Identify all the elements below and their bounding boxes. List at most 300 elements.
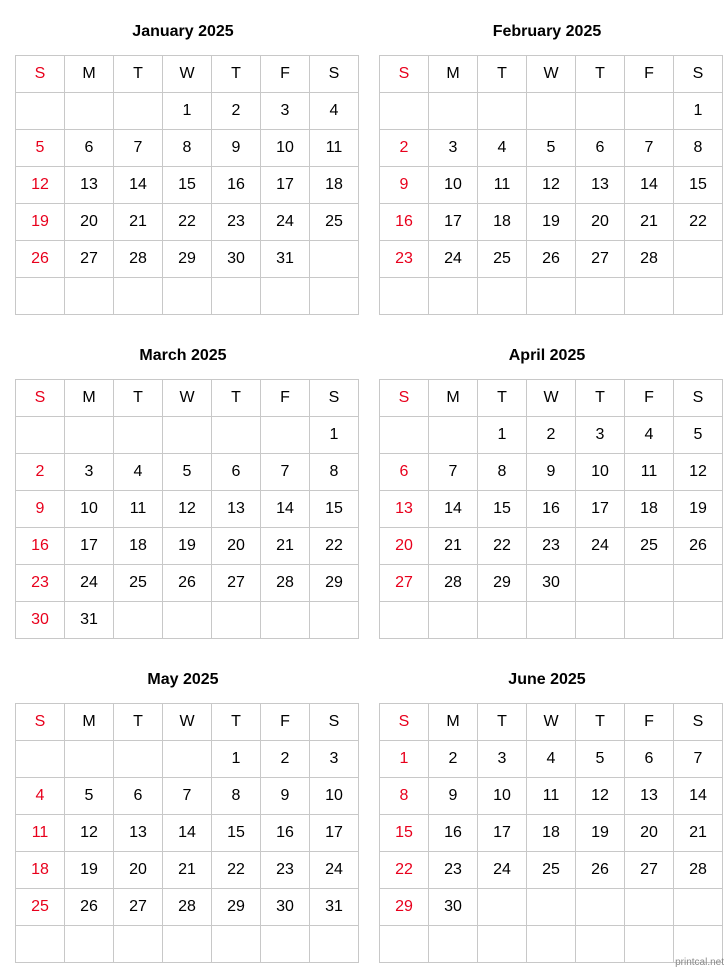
day-cell: 19 (576, 815, 625, 852)
day-cell: 20 (625, 815, 674, 852)
day-cell: 17 (429, 204, 478, 241)
empty-day-cell (478, 889, 527, 926)
empty-day-cell (527, 926, 576, 963)
day-cell: 26 (16, 241, 65, 278)
week-row (380, 491, 723, 528)
empty-day-cell (625, 93, 674, 130)
day-cell: 15 (478, 491, 527, 528)
week-row (16, 602, 359, 639)
weekday-header-row (16, 380, 359, 417)
day-cell: 24 (310, 852, 359, 889)
empty-day-cell (380, 278, 429, 315)
day-cell: 26 (576, 852, 625, 889)
week-row (380, 602, 723, 639)
day-cell: 4 (625, 417, 674, 454)
day-cell: 30 (16, 602, 65, 639)
day-cell: 17 (478, 815, 527, 852)
weekday-header-row (380, 704, 723, 741)
weekday-header: W (163, 704, 212, 741)
day-cell: 4 (114, 454, 163, 491)
week-row (16, 741, 359, 778)
day-cell: 10 (310, 778, 359, 815)
day-cell: 5 (163, 454, 212, 491)
day-cell: 16 (429, 815, 478, 852)
week-row (16, 417, 359, 454)
month-title: June 2025 (508, 671, 586, 688)
day-cell: 11 (527, 778, 576, 815)
day-cell: 4 (16, 778, 65, 815)
day-cell: 10 (576, 454, 625, 491)
empty-day-cell (114, 417, 163, 454)
weekday-header: T (576, 704, 625, 741)
weekday-header: W (527, 704, 576, 741)
day-cell: 15 (310, 491, 359, 528)
day-cell: 30 (212, 241, 261, 278)
day-cell: 26 (527, 241, 576, 278)
week-row (16, 204, 359, 241)
day-cell: 16 (380, 204, 429, 241)
week-row (380, 741, 723, 778)
day-cell: 23 (261, 852, 310, 889)
day-cell: 2 (261, 741, 310, 778)
weekday-header-row (16, 56, 359, 93)
week-row (380, 130, 723, 167)
empty-day-cell (261, 278, 310, 315)
day-cell: 3 (310, 741, 359, 778)
day-cell: 12 (65, 815, 114, 852)
day-cell: 21 (163, 852, 212, 889)
day-cell: 19 (163, 528, 212, 565)
empty-day-cell (429, 278, 478, 315)
month-title: January 2025 (132, 23, 234, 40)
empty-day-cell (16, 741, 65, 778)
day-cell: 7 (625, 130, 674, 167)
weekday-header: T (576, 380, 625, 417)
day-cell: 12 (674, 454, 723, 491)
weekday-header: M (65, 380, 114, 417)
day-cell: 9 (212, 130, 261, 167)
day-cell: 7 (429, 454, 478, 491)
day-cell: 28 (163, 889, 212, 926)
week-row (380, 167, 723, 204)
day-cell: 7 (114, 130, 163, 167)
day-cell: 8 (380, 778, 429, 815)
day-cell: 26 (65, 889, 114, 926)
day-cell: 23 (16, 565, 65, 602)
week-row (16, 93, 359, 130)
weekday-header: S (380, 56, 429, 93)
empty-day-cell (478, 93, 527, 130)
day-cell: 8 (674, 130, 723, 167)
weekday-header: S (380, 380, 429, 417)
day-cell: 9 (380, 167, 429, 204)
day-cell: 25 (310, 204, 359, 241)
day-cell: 7 (261, 454, 310, 491)
month-title: February 2025 (492, 23, 602, 40)
week-row (16, 565, 359, 602)
empty-day-cell (310, 926, 359, 963)
weekday-header: F (625, 56, 674, 93)
week-row (16, 241, 359, 278)
day-cell: 21 (114, 204, 163, 241)
empty-day-cell (429, 926, 478, 963)
day-cell: 17 (261, 167, 310, 204)
day-cell: 6 (114, 778, 163, 815)
day-cell: 15 (163, 167, 212, 204)
day-cell: 23 (212, 204, 261, 241)
empty-day-cell (114, 741, 163, 778)
day-cell: 14 (261, 491, 310, 528)
day-cell: 3 (478, 741, 527, 778)
day-cell: 3 (65, 454, 114, 491)
empty-day-cell (527, 602, 576, 639)
empty-day-cell (16, 417, 65, 454)
weekday-header: M (429, 380, 478, 417)
week-row (16, 926, 359, 963)
day-cell: 16 (212, 167, 261, 204)
day-cell: 29 (478, 565, 527, 602)
empty-day-cell (310, 241, 359, 278)
day-cell: 24 (261, 204, 310, 241)
weekday-header: W (527, 380, 576, 417)
day-cell: 1 (310, 417, 359, 454)
day-cell: 18 (625, 491, 674, 528)
day-cell: 22 (674, 204, 723, 241)
day-cell: 27 (65, 241, 114, 278)
day-cell: 30 (261, 889, 310, 926)
week-row (16, 778, 359, 815)
day-cell: 8 (212, 778, 261, 815)
empty-day-cell (310, 602, 359, 639)
empty-day-cell (576, 93, 625, 130)
empty-day-cell (65, 93, 114, 130)
day-cell: 27 (576, 241, 625, 278)
day-cell: 27 (625, 852, 674, 889)
day-cell: 21 (674, 815, 723, 852)
day-cell: 28 (429, 565, 478, 602)
day-cell: 8 (478, 454, 527, 491)
day-cell: 2 (429, 741, 478, 778)
day-cell: 22 (163, 204, 212, 241)
day-cell: 24 (576, 528, 625, 565)
day-cell: 22 (478, 528, 527, 565)
week-row (380, 889, 723, 926)
day-cell: 11 (16, 815, 65, 852)
day-cell: 12 (163, 491, 212, 528)
day-cell: 20 (114, 852, 163, 889)
day-cell: 10 (261, 130, 310, 167)
empty-day-cell (674, 278, 723, 315)
calendar-grid (379, 55, 723, 315)
empty-day-cell (429, 417, 478, 454)
empty-day-cell (212, 602, 261, 639)
day-cell: 20 (212, 528, 261, 565)
day-cell: 31 (261, 241, 310, 278)
calendar-grid (15, 703, 359, 963)
week-row (380, 417, 723, 454)
empty-day-cell (380, 93, 429, 130)
empty-day-cell (212, 278, 261, 315)
day-cell: 3 (261, 93, 310, 130)
day-cell: 12 (527, 167, 576, 204)
weekday-header: T (576, 56, 625, 93)
day-cell: 24 (65, 565, 114, 602)
day-cell: 9 (429, 778, 478, 815)
week-row (380, 528, 723, 565)
day-cell: 26 (163, 565, 212, 602)
watermark: printcal.net (675, 957, 724, 968)
day-cell: 14 (674, 778, 723, 815)
day-cell: 12 (576, 778, 625, 815)
weekday-header-row (16, 704, 359, 741)
day-cell: 1 (163, 93, 212, 130)
day-cell: 23 (380, 241, 429, 278)
weekday-header: S (674, 56, 723, 93)
day-cell: 17 (576, 491, 625, 528)
month-june-2025 (379, 666, 715, 963)
empty-day-cell (212, 417, 261, 454)
weekday-header: F (261, 380, 310, 417)
day-cell: 5 (576, 741, 625, 778)
weekday-header: S (674, 380, 723, 417)
day-cell: 31 (65, 602, 114, 639)
week-row (380, 926, 723, 963)
day-cell: 14 (625, 167, 674, 204)
week-row (16, 815, 359, 852)
day-cell: 2 (527, 417, 576, 454)
weekday-header: F (261, 56, 310, 93)
weekday-header: F (261, 704, 310, 741)
empty-day-cell (16, 93, 65, 130)
weekday-header: T (212, 56, 261, 93)
weekday-header: S (16, 380, 65, 417)
day-cell: 19 (16, 204, 65, 241)
day-cell: 1 (478, 417, 527, 454)
day-cell: 21 (429, 528, 478, 565)
empty-day-cell (429, 602, 478, 639)
day-cell: 1 (212, 741, 261, 778)
day-cell: 4 (310, 93, 359, 130)
day-cell: 27 (212, 565, 261, 602)
month-title: May 2025 (147, 671, 219, 688)
weekday-header: W (527, 56, 576, 93)
day-cell: 31 (310, 889, 359, 926)
day-cell: 18 (527, 815, 576, 852)
day-cell: 19 (65, 852, 114, 889)
day-cell: 6 (576, 130, 625, 167)
empty-day-cell (478, 278, 527, 315)
empty-day-cell (261, 926, 310, 963)
weekday-header: S (380, 704, 429, 741)
month-may-2025 (15, 666, 351, 963)
day-cell: 19 (674, 491, 723, 528)
day-cell: 5 (527, 130, 576, 167)
weekday-header: T (212, 704, 261, 741)
day-cell: 13 (625, 778, 674, 815)
empty-day-cell (163, 417, 212, 454)
weekday-header: M (429, 56, 478, 93)
day-cell: 18 (16, 852, 65, 889)
day-cell: 15 (674, 167, 723, 204)
day-cell: 4 (478, 130, 527, 167)
weekday-header: S (310, 704, 359, 741)
day-cell: 5 (16, 130, 65, 167)
empty-day-cell (625, 889, 674, 926)
weekday-header: T (478, 704, 527, 741)
calendar-grid (379, 379, 723, 639)
day-cell: 25 (625, 528, 674, 565)
week-row (16, 889, 359, 926)
day-cell: 28 (625, 241, 674, 278)
day-cell: 14 (163, 815, 212, 852)
day-cell: 2 (212, 93, 261, 130)
day-cell: 1 (674, 93, 723, 130)
empty-day-cell (261, 417, 310, 454)
day-cell: 4 (527, 741, 576, 778)
day-cell: 17 (310, 815, 359, 852)
empty-day-cell (380, 417, 429, 454)
empty-day-cell (429, 93, 478, 130)
weekday-header: M (65, 56, 114, 93)
day-cell: 26 (674, 528, 723, 565)
empty-day-cell (576, 565, 625, 602)
week-row (380, 278, 723, 315)
day-cell: 24 (478, 852, 527, 889)
empty-day-cell (625, 602, 674, 639)
empty-day-cell (114, 602, 163, 639)
empty-day-cell (380, 926, 429, 963)
day-cell: 11 (114, 491, 163, 528)
empty-day-cell (114, 926, 163, 963)
weekday-header: M (65, 704, 114, 741)
week-row (380, 778, 723, 815)
day-cell: 10 (478, 778, 527, 815)
day-cell: 2 (380, 130, 429, 167)
day-cell: 23 (429, 852, 478, 889)
day-cell: 5 (674, 417, 723, 454)
day-cell: 13 (212, 491, 261, 528)
empty-day-cell (625, 565, 674, 602)
day-cell: 20 (65, 204, 114, 241)
day-cell: 25 (16, 889, 65, 926)
day-cell: 3 (429, 130, 478, 167)
month-april-2025 (379, 342, 715, 639)
weekday-header: S (674, 704, 723, 741)
empty-day-cell (674, 889, 723, 926)
day-cell: 27 (114, 889, 163, 926)
day-cell: 7 (674, 741, 723, 778)
day-cell: 25 (114, 565, 163, 602)
day-cell: 28 (261, 565, 310, 602)
weekday-header: T (478, 380, 527, 417)
day-cell: 15 (212, 815, 261, 852)
empty-day-cell (65, 926, 114, 963)
weekday-header: T (114, 704, 163, 741)
day-cell: 13 (65, 167, 114, 204)
day-cell: 14 (429, 491, 478, 528)
day-cell: 9 (527, 454, 576, 491)
empty-day-cell (114, 93, 163, 130)
weekday-header: W (163, 380, 212, 417)
day-cell: 5 (65, 778, 114, 815)
weekday-header: T (212, 380, 261, 417)
week-row (380, 241, 723, 278)
day-cell: 6 (65, 130, 114, 167)
weekday-header: F (625, 380, 674, 417)
day-cell: 20 (380, 528, 429, 565)
day-cell: 21 (261, 528, 310, 565)
day-cell: 25 (527, 852, 576, 889)
weekday-header: S (310, 380, 359, 417)
day-cell: 14 (114, 167, 163, 204)
day-cell: 18 (114, 528, 163, 565)
day-cell: 27 (380, 565, 429, 602)
empty-day-cell (310, 278, 359, 315)
day-cell: 25 (478, 241, 527, 278)
day-cell: 7 (163, 778, 212, 815)
empty-day-cell (65, 741, 114, 778)
day-cell: 29 (380, 889, 429, 926)
empty-day-cell (16, 278, 65, 315)
empty-day-cell (674, 565, 723, 602)
weekday-header: S (16, 56, 65, 93)
day-cell: 11 (310, 130, 359, 167)
week-row (16, 528, 359, 565)
day-cell: 30 (429, 889, 478, 926)
day-cell: 11 (625, 454, 674, 491)
empty-day-cell (163, 926, 212, 963)
month-title: March 2025 (139, 347, 227, 364)
empty-day-cell (674, 602, 723, 639)
day-cell: 13 (114, 815, 163, 852)
week-row (380, 454, 723, 491)
weekday-header: M (429, 704, 478, 741)
day-cell: 6 (212, 454, 261, 491)
day-cell: 21 (625, 204, 674, 241)
week-row (16, 491, 359, 528)
day-cell: 9 (16, 491, 65, 528)
day-cell: 18 (310, 167, 359, 204)
day-cell: 29 (163, 241, 212, 278)
empty-day-cell (527, 889, 576, 926)
day-cell: 17 (65, 528, 114, 565)
empty-day-cell (65, 278, 114, 315)
weekday-header-row (380, 56, 723, 93)
day-cell: 1 (380, 741, 429, 778)
week-row (16, 167, 359, 204)
empty-day-cell (16, 926, 65, 963)
calendar-grid (15, 379, 359, 639)
week-row (380, 565, 723, 602)
week-row (380, 815, 723, 852)
empty-day-cell (163, 741, 212, 778)
empty-day-cell (478, 926, 527, 963)
day-cell: 18 (478, 204, 527, 241)
day-cell: 22 (310, 528, 359, 565)
empty-day-cell (380, 602, 429, 639)
calendar-grid (379, 703, 723, 963)
day-cell: 12 (16, 167, 65, 204)
week-row (380, 852, 723, 889)
week-row (380, 93, 723, 130)
empty-day-cell (527, 93, 576, 130)
day-cell: 6 (380, 454, 429, 491)
day-cell: 13 (576, 167, 625, 204)
day-cell: 8 (310, 454, 359, 491)
day-cell: 16 (261, 815, 310, 852)
day-cell: 16 (527, 491, 576, 528)
day-cell: 22 (212, 852, 261, 889)
